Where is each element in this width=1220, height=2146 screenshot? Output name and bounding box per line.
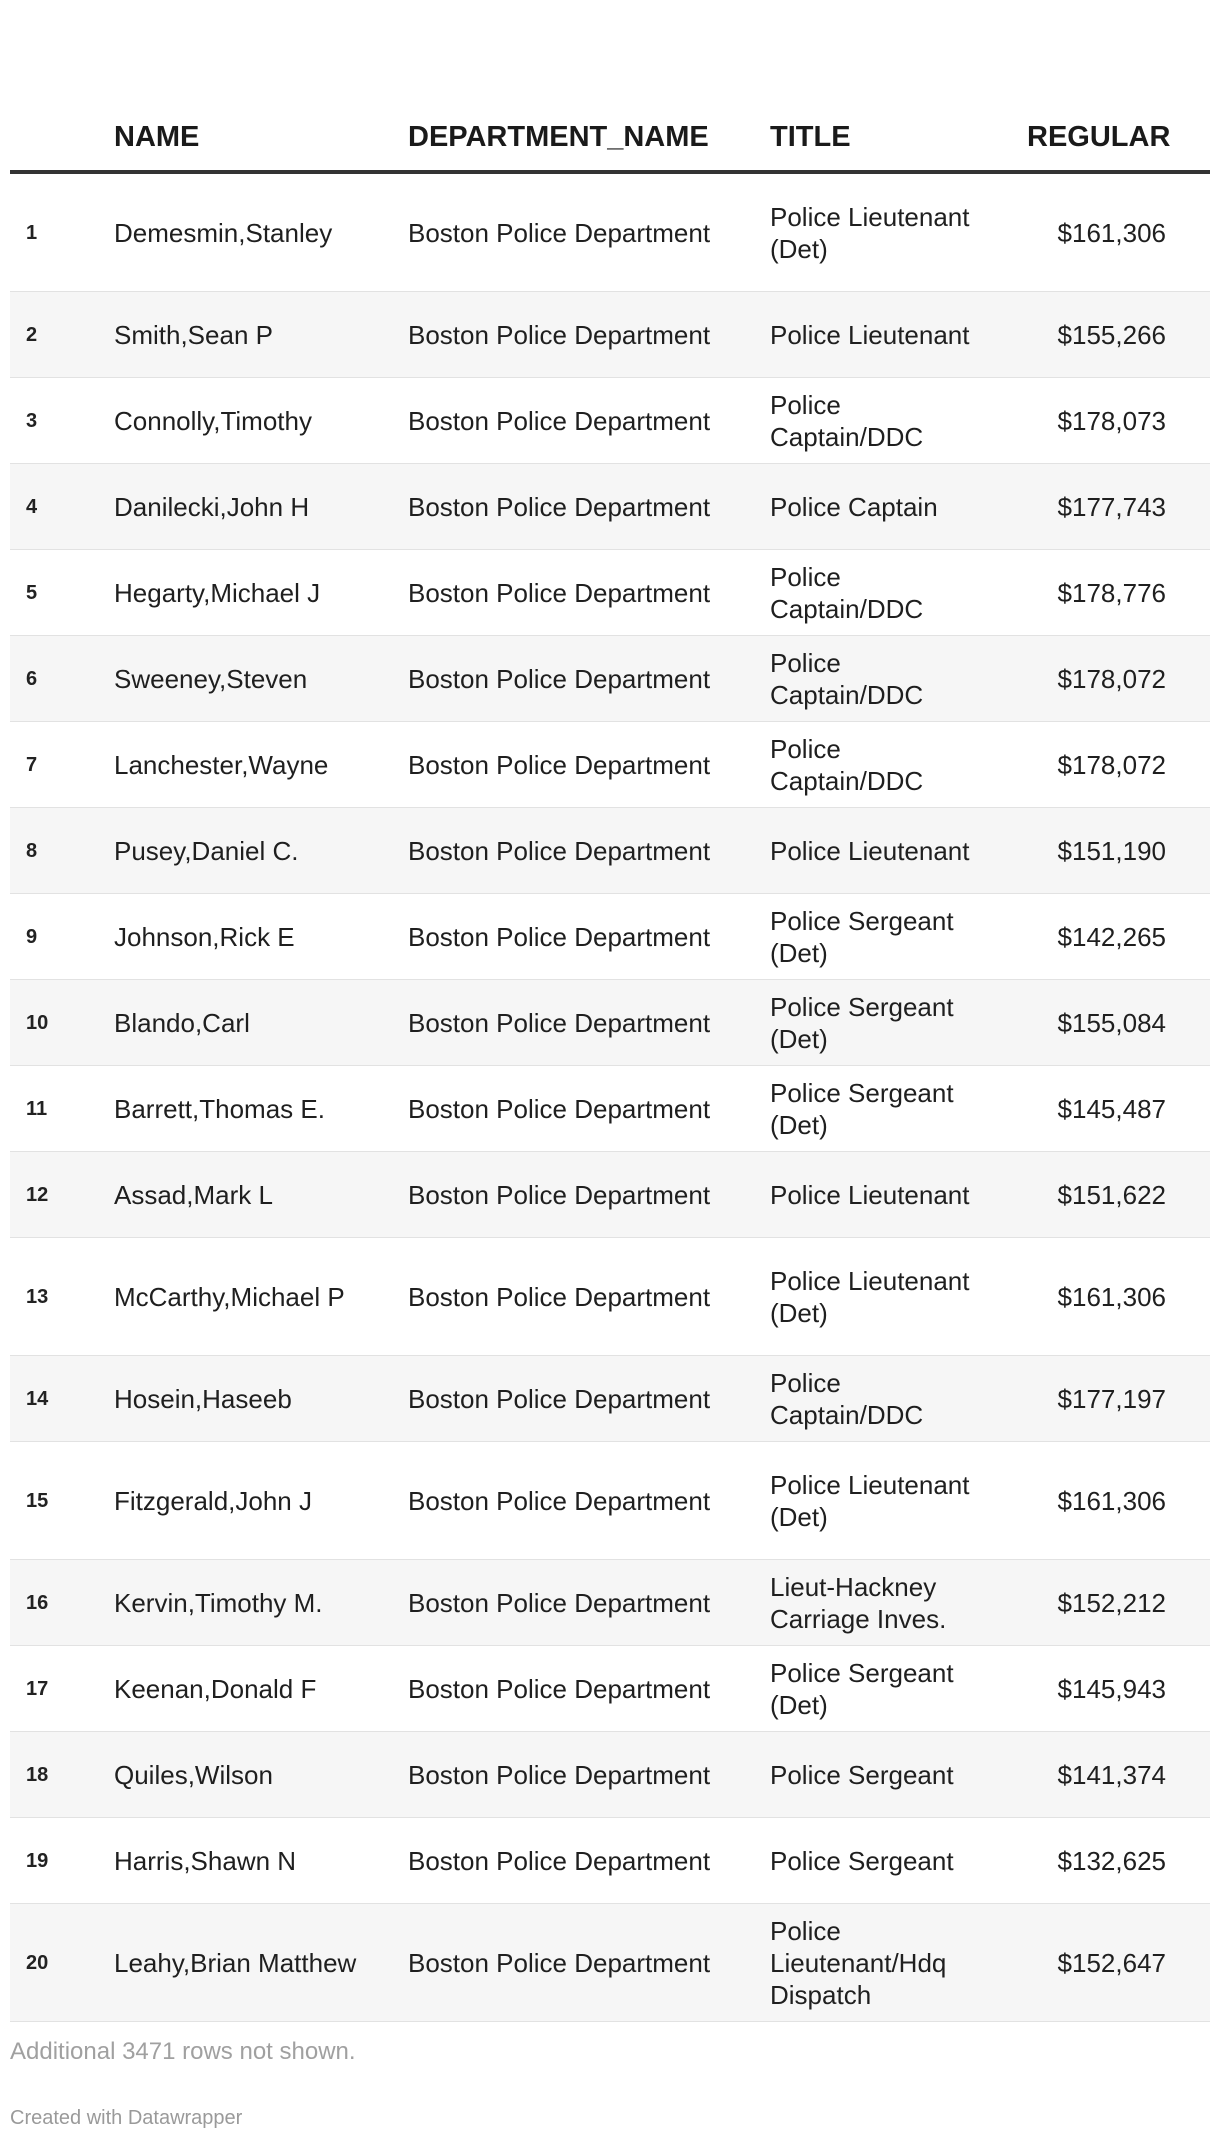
table-row [10,172,1210,292]
row-rank: 7 [10,722,114,808]
cell-regular: $151,622 [1027,1152,1210,1238]
table-row [10,1732,1210,1818]
row-rank: 9 [10,894,114,980]
table-row [10,894,1210,980]
cell-department: Boston Police Department [408,894,770,980]
row-rank: 5 [10,550,114,636]
cell-name: McCarthy,Michael P [114,1238,408,1356]
cell-regular: $161,306 [1027,172,1210,292]
table-row [10,550,1210,636]
cell-title: Police Captain/DDC [770,550,1027,636]
cell-name: Assad,Mark L [114,1152,408,1238]
cell-department: Boston Police Department [408,636,770,722]
cell-department: Boston Police Department [408,808,770,894]
cell-title: Lieut-Hackney Carriage Inves. [770,1560,1027,1646]
cell-name: Demesmin,Stanley [114,172,408,292]
table-row [10,1646,1210,1732]
cell-regular: $178,072 [1027,722,1210,808]
cell-name: Quiles,Wilson [114,1732,408,1818]
table-row [10,1818,1210,1904]
cell-name: Hosein,Haseeb [114,1356,408,1442]
cell-regular: $161,306 [1027,1238,1210,1356]
cell-title: Police Sergeant (Det) [770,1646,1027,1732]
cell-name: Lanchester,Wayne [114,722,408,808]
row-rank: 20 [10,1904,114,2022]
cell-name: Pusey,Daniel C. [114,808,408,894]
cell-regular: $141,374 [1027,1732,1210,1818]
cell-title: Police Sergeant [770,1818,1027,1904]
salary-table-container [10,104,1210,2022]
table-row [10,1560,1210,1646]
cell-department: Boston Police Department [408,292,770,378]
cell-name: Connolly,Timothy [114,378,408,464]
cell-department: Boston Police Department [408,722,770,808]
table-header-row [10,104,1210,172]
row-rank: 15 [10,1442,114,1560]
row-rank: 8 [10,808,114,894]
row-rank: 17 [10,1646,114,1732]
row-rank: 3 [10,378,114,464]
header-regular[interactable]: REGULAR [1027,104,1210,172]
cell-name: Leahy,Brian Matthew [114,1904,408,2022]
cell-department: Boston Police Department [408,1152,770,1238]
row-rank: 10 [10,980,114,1066]
row-rank: 13 [10,1238,114,1356]
table-row [10,808,1210,894]
cell-title: Police Captain/DDC [770,636,1027,722]
cell-title: Police Lieutenant (Det) [770,1238,1027,1356]
table-row [10,1904,1210,2022]
header-title[interactable]: TITLE [770,104,1027,172]
cell-regular: $178,072 [1027,636,1210,722]
header-name[interactable]: NAME [114,104,408,172]
table-row [10,722,1210,808]
cell-regular: $178,073 [1027,378,1210,464]
cell-name: Hegarty,Michael J [114,550,408,636]
cell-title: Police Lieutenant [770,1152,1027,1238]
cell-regular: $177,743 [1027,464,1210,550]
cell-title: Police Sergeant (Det) [770,894,1027,980]
cell-department: Boston Police Department [408,980,770,1066]
cell-department: Boston Police Department [408,378,770,464]
cell-department: Boston Police Department [408,1442,770,1560]
cell-regular: $155,266 [1027,292,1210,378]
cell-regular: $152,647 [1027,1904,1210,2022]
cell-regular: $177,197 [1027,1356,1210,1442]
cell-department: Boston Police Department [408,464,770,550]
salary-table [10,104,1210,2022]
rows-not-shown-note: Additional 3471 rows not shown. [10,2038,356,2065]
cell-regular: $152,212 [1027,1560,1210,1646]
table-row [10,1238,1210,1356]
row-rank: 12 [10,1152,114,1238]
cell-title: Police Sergeant (Det) [770,1066,1027,1152]
cell-title: Police Lieutenant/Hdq Dispatch [770,1904,1027,2022]
cell-title: Police Captain/DDC [770,722,1027,808]
cell-name: Danilecki,John H [114,464,408,550]
header-rank [10,104,114,172]
cell-name: Johnson,Rick E [114,894,408,980]
cell-regular: $132,625 [1027,1818,1210,1904]
cell-name: Barrett,Thomas E. [114,1066,408,1152]
cell-name: Kervin,Timothy M. [114,1560,408,1646]
cell-department: Boston Police Department [408,172,770,292]
table-row [10,980,1210,1066]
table-row [10,1066,1210,1152]
cell-name: Harris,Shawn N [114,1818,408,1904]
row-rank: 2 [10,292,114,378]
table-row [10,378,1210,464]
table-row [10,636,1210,722]
cell-department: Boston Police Department [408,1238,770,1356]
cell-department: Boston Police Department [408,1560,770,1646]
table-row [10,1442,1210,1560]
header-department-name[interactable]: DEPARTMENT_NAME [408,104,770,172]
cell-name: Smith,Sean P [114,292,408,378]
cell-regular: $155,084 [1027,980,1210,1066]
cell-department: Boston Police Department [408,1904,770,2022]
row-rank: 4 [10,464,114,550]
cell-department: Boston Police Department [408,1646,770,1732]
cell-title: Police Captain/DDC [770,1356,1027,1442]
cell-department: Boston Police Department [408,550,770,636]
datawrapper-credit: Created with Datawrapper [10,2107,243,2129]
table-row [10,1356,1210,1442]
row-rank: 19 [10,1818,114,1904]
row-rank: 6 [10,636,114,722]
cell-title: Police Lieutenant [770,808,1027,894]
cell-department: Boston Police Department [408,1818,770,1904]
cell-department: Boston Police Department [408,1356,770,1442]
table-row [10,292,1210,378]
table-row [10,1152,1210,1238]
cell-regular: $178,776 [1027,550,1210,636]
cell-title: Police Lieutenant (Det) [770,172,1027,292]
cell-regular: $145,943 [1027,1646,1210,1732]
cell-regular: $142,265 [1027,894,1210,980]
cell-title: Police Lieutenant [770,292,1027,378]
table-body [10,172,1210,2022]
cell-title: Police Lieutenant (Det) [770,1442,1027,1560]
cell-department: Boston Police Department [408,1732,770,1818]
cell-name: Sweeney,Steven [114,636,408,722]
row-rank: 14 [10,1356,114,1442]
cell-regular: $145,487 [1027,1066,1210,1152]
cell-title: Police Captain [770,464,1027,550]
cell-name: Fitzgerald,John J [114,1442,408,1560]
cell-name: Blando,Carl [114,980,408,1066]
cell-department: Boston Police Department [408,1066,770,1152]
cell-name: Keenan,Donald F [114,1646,408,1732]
cell-regular: $151,190 [1027,808,1210,894]
row-rank: 16 [10,1560,114,1646]
row-rank: 1 [10,172,114,292]
table-row [10,464,1210,550]
cell-title: Police Sergeant [770,1732,1027,1818]
cell-title: Police Sergeant (Det) [770,980,1027,1066]
row-rank: 18 [10,1732,114,1818]
cell-title: Police Captain/DDC [770,378,1027,464]
cell-regular: $161,306 [1027,1442,1210,1560]
row-rank: 11 [10,1066,114,1152]
